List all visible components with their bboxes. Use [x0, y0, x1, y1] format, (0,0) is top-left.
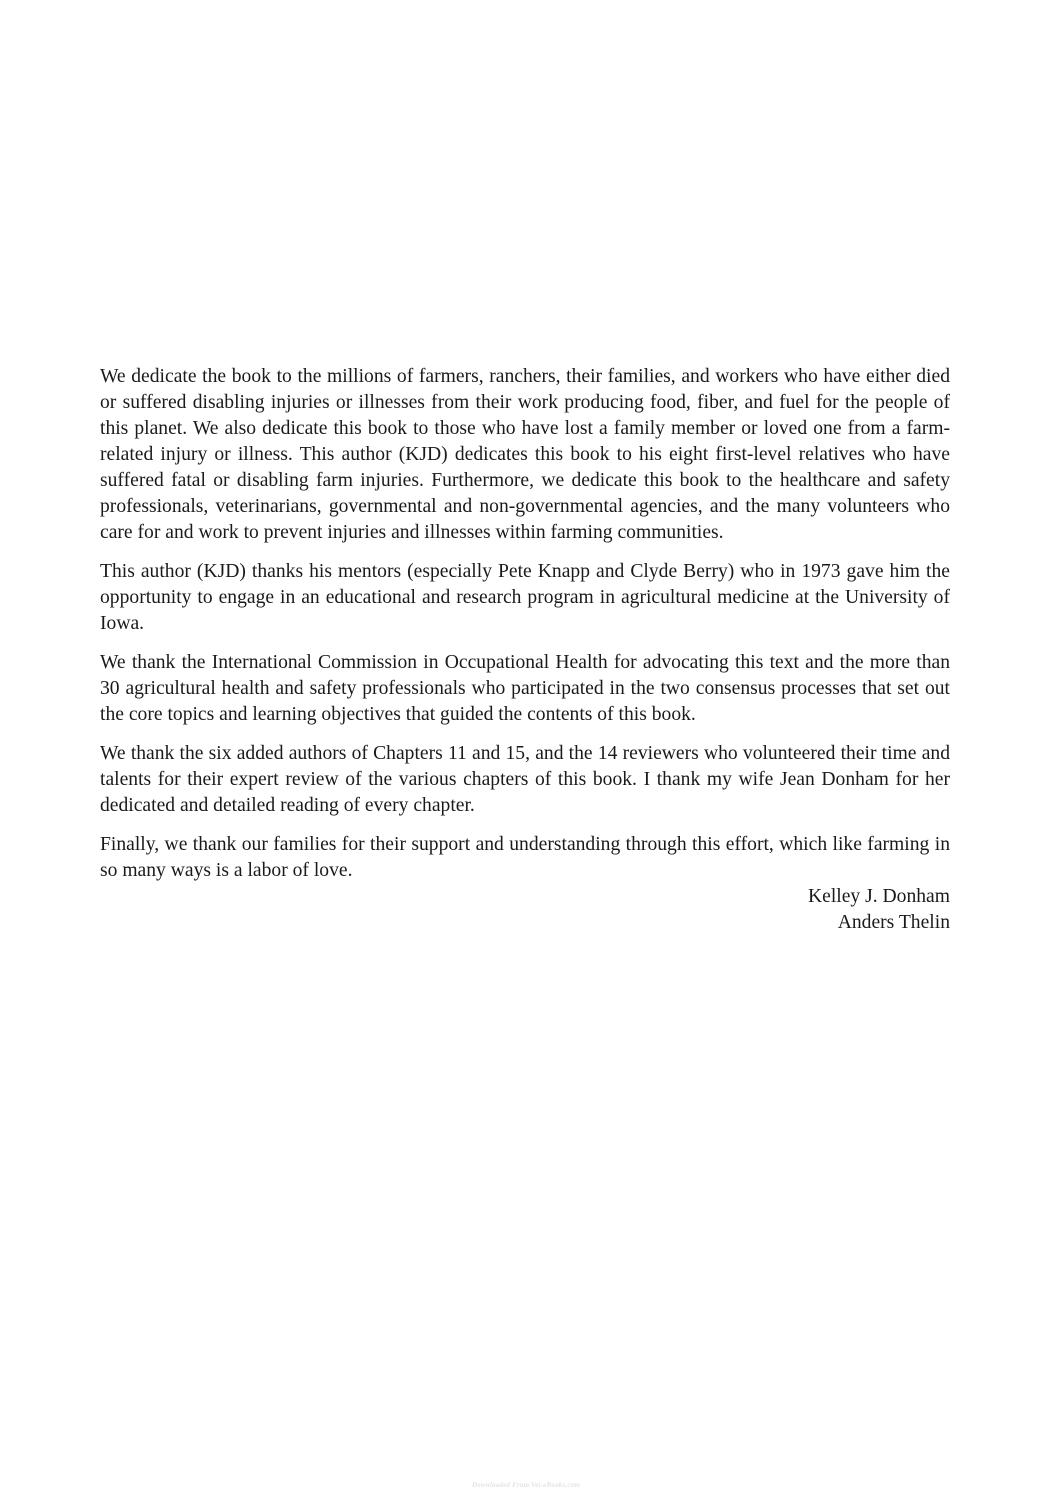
families-paragraph: Finally, we thank our families for their support and understanding through this effort, which like farming in so many ways is a labor of love. [100, 834, 950, 881]
signature-block [100, 884, 950, 936]
commission-paragraph: We thank the International Commission in Occupational Health for advocating this text and the more than 30 agricultural health and safety professionals who participated in the two consensus processes that set out the core topics and learning objectives that guided the contents of this book. [100, 652, 950, 725]
download-watermark: Downloaded From Vet-eBooks.com [471, 1481, 581, 1489]
dedication-text [100, 364, 950, 936]
signature-author-1: Kelley J. Donham [807, 886, 950, 907]
signature-author-2: Anders Thelin [837, 912, 950, 933]
dedication-paragraph: We dedicate the book to the millions of farmers, ranchers, their families, and workers who have either died or suffered disabling injuries or illnesses from their work producing food, fiber, and fuel for the people of this planet. We also dedicate this book to those who have lost a family member or loved one from a farm-related injury or illness. This author (KJD) dedicates this book to his eight first-level relatives who have suffered fatal or disabling farm injuries. Furthermore, we dedicate this book to the healthcare and safety professionals, veterinarians, governmental and non-governmental agencies, and the many volunteers who care for and work to prevent injuries and illnesses within farming communities. [100, 366, 950, 543]
mentors-paragraph: This author (KJD) thanks his mentors (especially Pete Knapp and Clyde Berry) who in 1973 gave him the opportunity to engage in an educational and research program in agricultural medicine at the University of Iowa. [100, 561, 950, 634]
reviewers-paragraph: We thank the six added authors of Chapters 11 and 15, and the 14 reviewers who volunteered their time and talents for their expert review of the various chapters of this book. I thank my wife Jean Donham for her dedicated and detailed reading of every chapter. [100, 743, 950, 816]
